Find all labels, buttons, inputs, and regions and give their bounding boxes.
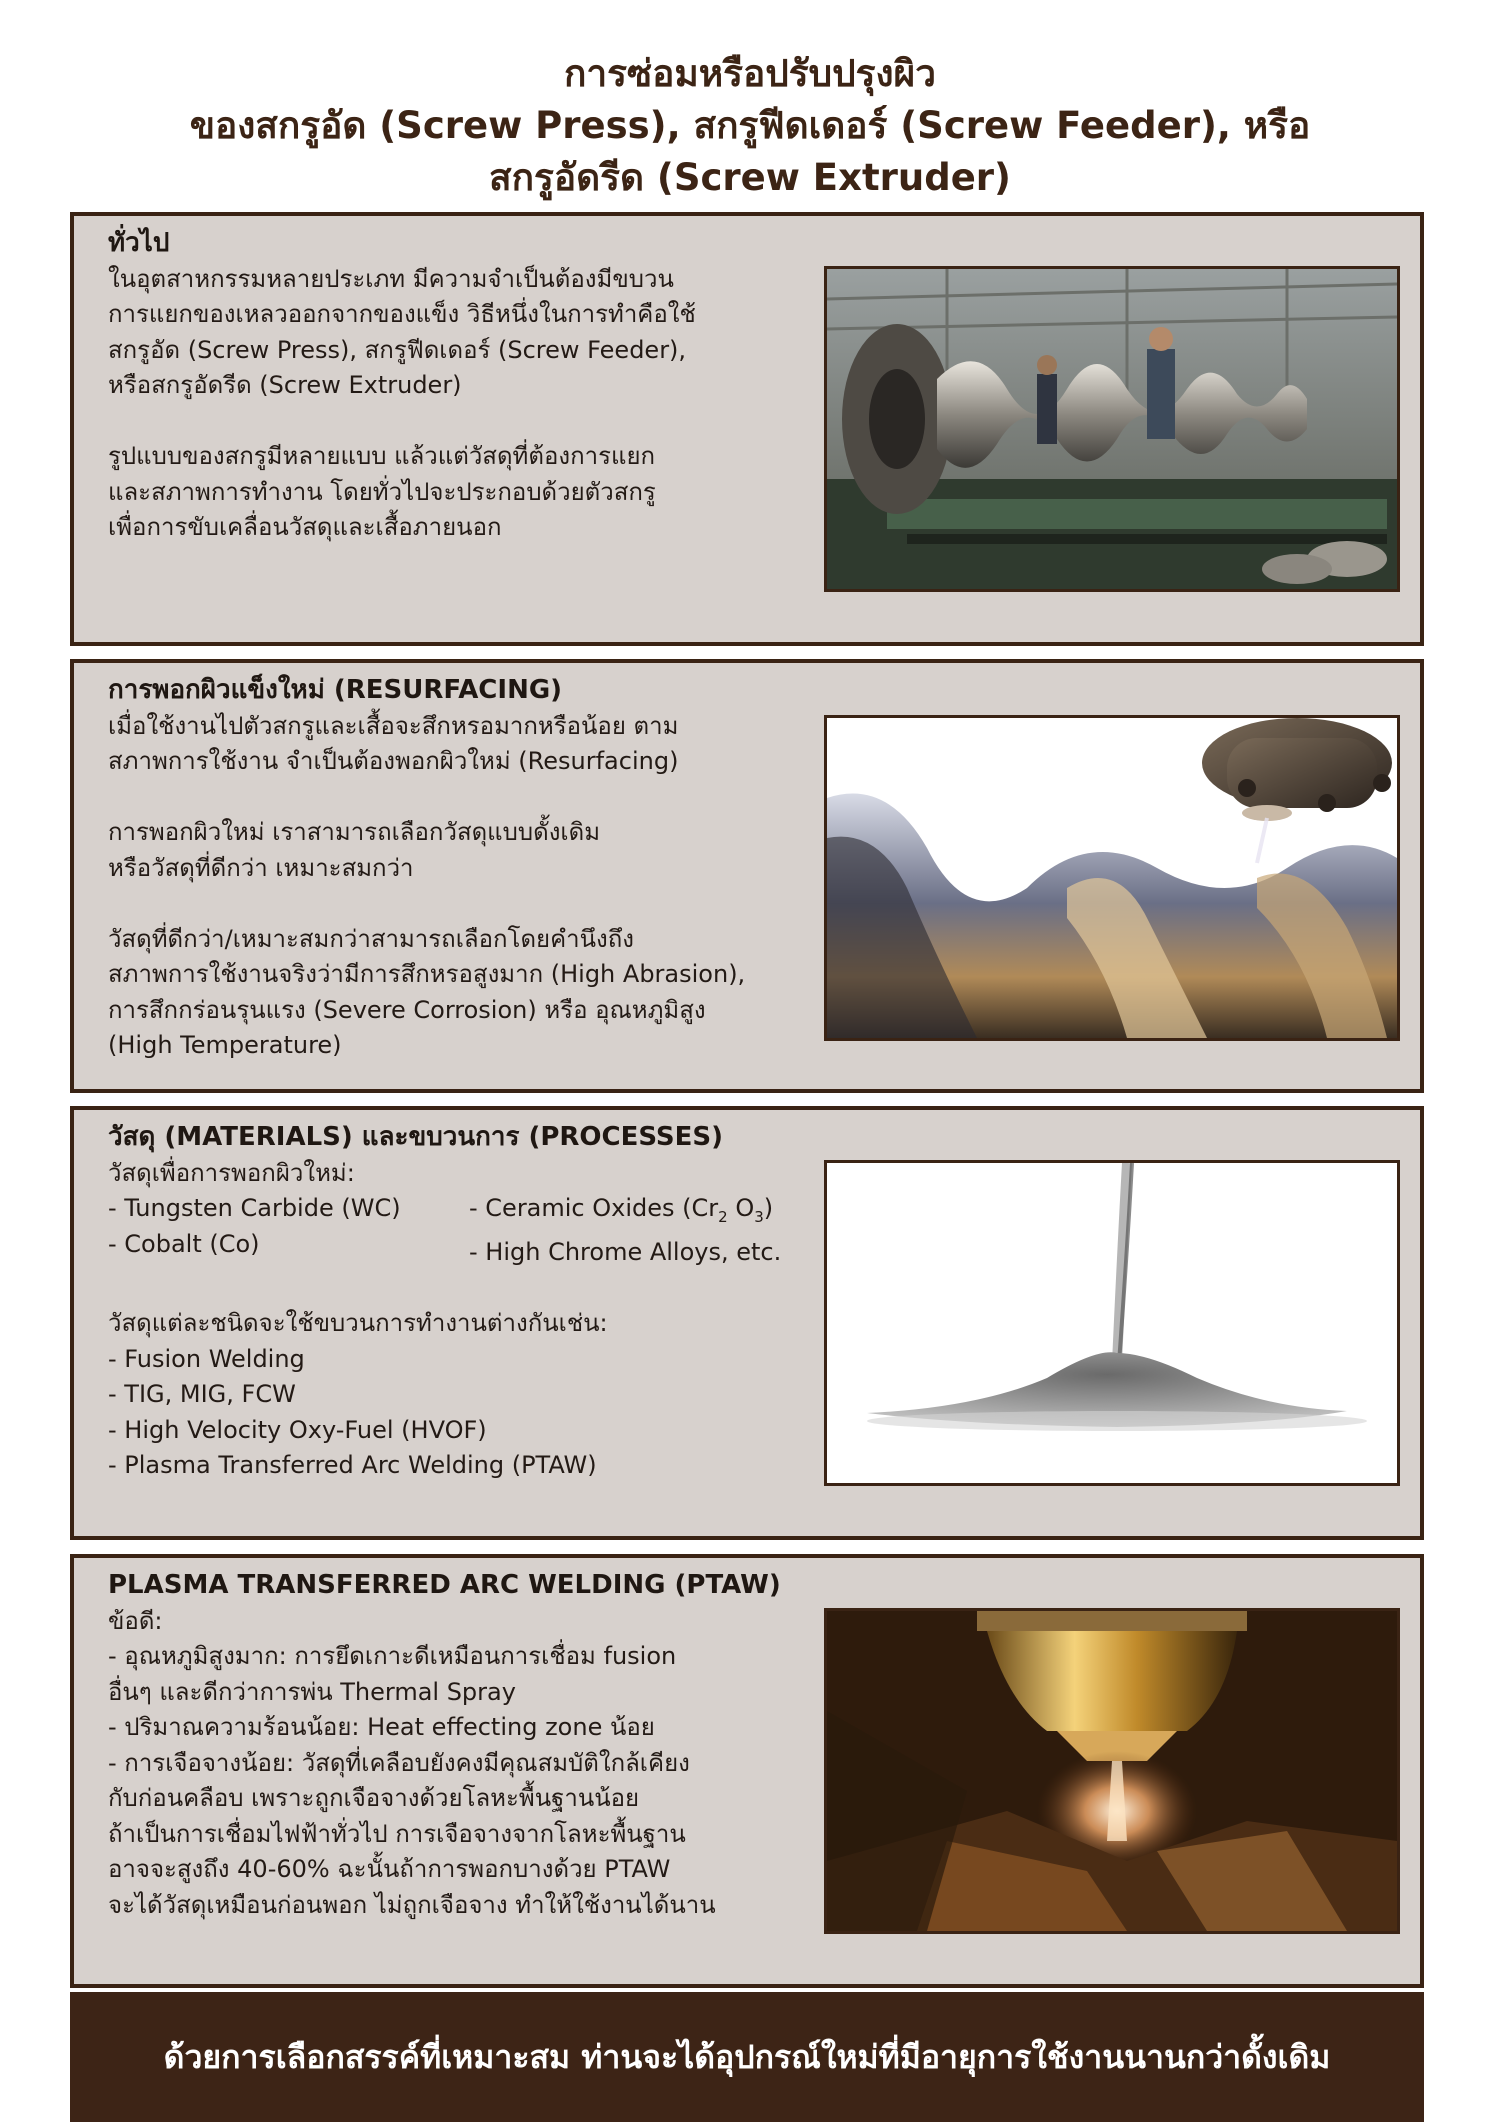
text-line: เมื่อใช้งานไปตัวสกรูและเสื้อจะสึกหรอมากหรือน้อย ตาม [108,711,679,740]
text-line: รูปแบบของสกรูมีหลายแบบ แล้วแต่วัสดุที่ต้องการแยก [108,442,656,470]
text-line: กับก่อนคลือบ เพราะถูกเจือจางด้วยโลหะพื้นฐานน้อย [108,1784,640,1812]
powder-pile-photo [824,1160,1400,1486]
section-heading: การพอกผิวแข็งใหม่ (RESURFACING) [108,675,563,705]
ptaw-text [108,1568,828,1923]
section-heading: ทั่วไป [108,228,170,258]
text-line: สกรูอัด (Screw Press), สกรูฟีดเดอร์ (Screw Feeder), [108,335,687,364]
text-line: ถ้าเป็นการเชื่อมไฟฟ้าทั่วไป การเจือจางจากโลหะพื้นฐาน [108,1819,686,1848]
process-item: - High Velocity Oxy-Fuel (HVOF) [108,1415,487,1444]
footer-text: ด้วยการเลือกสรรค์ที่เหมาะสม ท่านจะได้อุปกรณ์ใหม่ที่มีอายุการใช้งานนานกว่าดั้งเดิม [163,2037,1331,2076]
text-line: สภาพการใช้งาน จำเป็นต้องพอกผิวใหม่ (Resurfacing) [108,747,679,775]
screw-workshop-photo [824,266,1400,592]
text-line: การพอกผิวใหม่ เราสามารถเลือกวัสดุแบบดั้งเดิม [108,818,601,846]
text-line: ข้อดี: [108,1606,163,1635]
screw-resurfacing-photo [824,715,1400,1041]
text-line: จะได้วัสดุเหมือนก่อนพอก ไม่ถูกเจือจาง ทำให้ใช้งานได้นาน [108,1890,716,1919]
text-line: การแยกของเหลวออกจากของแข็ง วิธีหนึ่งในการทำคือใช้ [108,300,696,328]
text-line: เพื่อการขับเคลื่อนวัสดุและเสื้อภายนอก [108,513,502,541]
plasma-welding-photo [824,1608,1400,1934]
materials-text [108,1120,828,1484]
text-line: หรือสกรูอัดรีด (Screw Extruder) [108,371,462,399]
text-line: - การเจือจางน้อย: วัสดุที่เคลือบยังคงมีคุณสมบัติใกล้เคียง [108,1748,690,1777]
text-line: หรือวัสดุที่ดีกว่า เหมาะสมกว่า [108,853,414,882]
text-line: และสภาพการทำงาน โดยทั่วไปจะประกอบด้วยตัวสกรู [108,477,656,506]
resurfacing-text [108,673,828,1064]
footer-banner [70,1992,1424,2122]
process-item: - TIG, MIG, FCW [108,1380,296,1409]
text-line: - ปริมาณความร้อนน้อย: Heat effecting zone น้อย [108,1713,655,1741]
section-materials [70,1106,1424,1540]
text-line: วัสดุเพื่อการพอกผิวใหม่: [108,1158,355,1187]
text-line: สภาพการใช้งานจริงว่ามีการสึกหรอสูงมาก (High Abrasion), [108,960,746,988]
general-text [108,226,828,546]
text-line: วัสดุแต่ละชนิดจะใช้ขบวนการทำงานต่างกันเช่น: [108,1309,608,1338]
material-item: - High Chrome Alloys, etc. [469,1238,782,1267]
materials-list [108,1191,828,1271]
title-line-1: การซ่อมหรือปรับปรุงผิว [564,52,936,95]
section-resurfacing [70,659,1424,1093]
title-line-2: ของสกรูอัด (Screw Press), สกรูฟีดเดอร์ (Screw Feeder), หรือ [189,104,1311,147]
section-general [70,212,1424,646]
title-line-3: สกรูอัดรีด (Screw Extruder) [489,156,1011,199]
text-line: อาจจะสูงถึง 40-60% ฉะนั้นถ้าการพอกบางด้วย PTAW [108,1855,671,1883]
text-line: การสึกกร่อนรุนแรง (Severe Corrosion) หรือ อุณหภูมิสูง [108,995,706,1024]
section-heading: วัสดุ (MATERIALS) และขบวนการ (PROCESSES) [108,1122,724,1152]
material-item: - Cobalt (Co) [108,1229,260,1258]
text-line: วัสดุที่ดีกว่า/เหมาะสมกว่าสามารถเลือกโดยคำนึงถึง [108,924,634,953]
text-line: (High Temperature) [108,1031,342,1059]
process-item: - Plasma Transferred Arc Welding (PTAW) [108,1451,597,1480]
text-line: ในอุตสาหกรรมหลายประเภท มีความจำเป็นต้องมีขบวน [108,264,674,293]
page-title [60,48,1440,204]
section-heading: PLASMA TRANSFERRED ARC WELDING (PTAW) [108,1570,781,1600]
process-item: - Fusion Welding [108,1344,305,1373]
material-item-ceramic: - Ceramic Oxides ($Cr_2$ $O_3$) [469,1194,774,1226]
text-line: - อุณหภูมิสูงมาก: การยึดเกาะดีเหมือนการเชื่อม fusion [108,1642,677,1670]
section-ptaw [70,1554,1424,1988]
text-line: อื่นๆ และดีกว่าการพ่น Thermal Spray [108,1677,516,1706]
material-item: - Tungsten Carbide (WC) [108,1194,401,1222]
